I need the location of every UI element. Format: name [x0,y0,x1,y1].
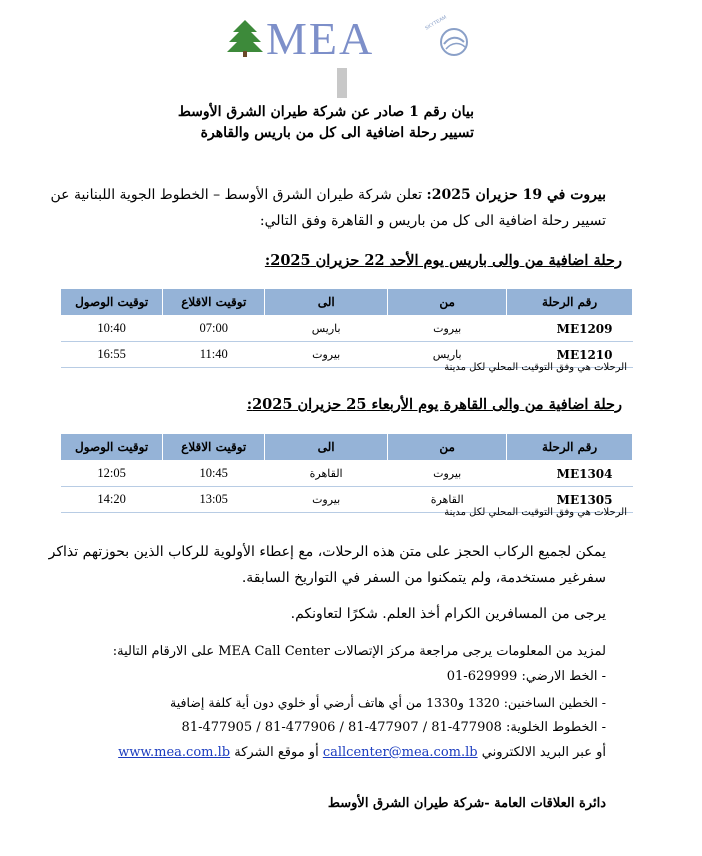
col-flight: رقم الرحلة [507,434,633,461]
flight-number: ME1305 [507,487,633,513]
contact-mobile: - الخطوط الخلوية: 477908-81 / 477907-81 / 477906-81 / 477905-81 [181,720,606,735]
flight-to: باريس [265,316,388,342]
col-from: من [388,289,507,316]
flight-from: باريس [388,342,507,368]
flight-to: القاهرة [265,461,388,487]
website-prefix: أو موقع الشركة [234,745,319,760]
flight-departure: 11:40 [163,342,265,368]
flight-from: بيروت [388,316,507,342]
header-divider [337,68,347,98]
table-row [61,316,633,342]
paris-heading: رحلة اضافية من والى باريس يوم الأحد 22 حزيران 2025: [264,252,622,269]
col-flight: رقم الرحلة [507,289,633,316]
col-departure: توقيت الاقلاع [163,289,265,316]
col-arrival: توقيت الوصول [61,289,163,316]
contact-links-line [118,745,606,760]
flight-from: القاهرة [388,487,507,513]
col-to: الى [265,289,388,316]
table-header-row [61,289,633,316]
flight-number: ME1304 [507,461,633,487]
col-from: من [388,434,507,461]
paris-table-note: الرحلات هي وفق التوقيت المحلي لكل مدينة [444,362,627,373]
email-prefix: أو عبر البريد الالكتروني [481,745,606,760]
flight-number: ME1210 [507,342,633,368]
skyteam-label: SKYTEAM [424,14,448,32]
paris-flights-table [60,288,633,368]
flight-arrival: 10:40 [61,316,163,342]
flight-arrival: 14:20 [61,487,163,513]
col-departure: توقيت الاقلاع [163,434,265,461]
email-link[interactable]: callcenter@mea.com.lb [322,745,478,760]
flight-from: بيروت [388,461,507,487]
table-header-row [61,434,633,461]
col-to: الى [265,434,388,461]
cairo-flights-table [60,433,633,513]
flight-departure: 07:00 [163,316,265,342]
flight-arrival: 12:05 [61,461,163,487]
flight-departure: 13:05 [163,487,265,513]
cairo-table-note: الرحلات هي وفق التوقيت المحلي لكل مدينة [444,507,627,518]
contact-intro: لمزيد من المعلومات يرجى مراجعة مركز الإتصالات MEA Call Center على الارقام التالية: [112,644,606,659]
statement-subtitle: تسيير رحلة اضافية الى كل من باريس والقاهرة [200,125,474,141]
booking-paragraph: يمكن لجميع الركاب الحجز على متن هذه الرحلات، مع إعطاء الأولوية للركاب الذين بحوزتهم تذاكر سفرغير مستخدمة، ولم يتمكنوا من السفر في التواريخ السابقة. [48,544,606,586]
thanks-paragraph: يرجى من المسافرين الكرام أخذ العلم. شكرًا لتعاونكم. [290,606,606,622]
table-row [61,461,633,487]
statement-title: بيان رقم 1 صادر عن شركة طيران الشرق الأوسط [177,104,474,120]
intro-date: بيروت في 19 حزيران 2025: [426,187,606,203]
skyteam-logo-icon [432,22,472,62]
contact-hotlines: - الخطين الساخنين: 1320 و1330 من أي هاتف أرضي أو خلوي دون أية كلفة إضافية [170,695,606,710]
cedar-tree-icon [225,18,265,58]
mea-logo-text: MEA [266,13,375,64]
flight-to: بيروت [265,487,388,513]
intro-text: تعلن شركة طيران الشرق الأوسط – الخطوط الجوية اللبنانية عن تسيير رحلة اضافية الى كل من باريس و القاهرة وفق التالي: [50,187,606,229]
flight-arrival: 16:55 [61,342,163,368]
cairo-heading: رحلة اضافية من والى القاهرة يوم الأربعاء 25 حزيران 2025: [246,396,622,413]
flight-to: بيروت [265,342,388,368]
col-arrival: توقيت الوصول [61,434,163,461]
footer-signature: دائرة العلاقات العامة -شركة طيران الشرق الأوسط [327,796,606,811]
contact-landline: - الخط الارضي: 629999-01 [446,669,606,684]
flight-departure: 10:45 [163,461,265,487]
intro-paragraph [46,182,606,234]
website-link[interactable]: www.mea.com.lb [118,745,231,760]
flight-number: ME1209 [507,316,633,342]
